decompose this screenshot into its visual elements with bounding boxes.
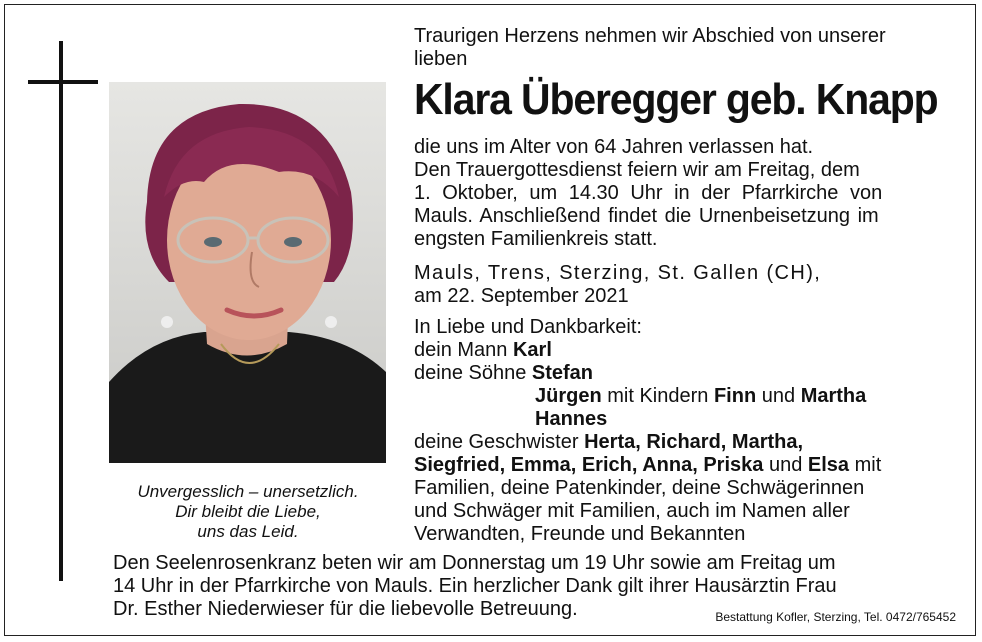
son-line bbox=[535, 408, 607, 431]
footer-line: Dr. Esther Niederwieser für die liebevolle Betreuung. bbox=[113, 598, 578, 620]
husband-prefix: dein Mann bbox=[414, 339, 508, 361]
places: Mauls, Trens, Sterzing, St. Gallen (CH), bbox=[414, 262, 822, 284]
undertaker-contact: Bestattung Kofler, Sterzing, Tel. 0472/765452 bbox=[715, 610, 956, 624]
service-line: 1. Oktober, um 14.30 Uhr in der Pfarrkirche von bbox=[414, 182, 883, 204]
cross-icon-bar bbox=[28, 80, 98, 84]
service-line: Den Trauergottesdienst feiern wir am Freitag, dem bbox=[414, 159, 860, 181]
grandchild-name: Finn bbox=[713, 385, 757, 407]
conjunction: und bbox=[761, 385, 796, 407]
intro-line: Traurigen Herzens nehmen wir Abschied von unserer bbox=[414, 25, 886, 47]
portrait-illustration bbox=[109, 82, 386, 463]
grandchild-name: Martha bbox=[800, 385, 867, 407]
caption-line: uns das Leid. bbox=[197, 522, 299, 541]
footer-line: 14 Uhr in der Pfarrkirche von Mauls. Ein herzlicher Dank gilt ihrer Hausärztin Frau bbox=[113, 575, 837, 597]
date: am 22. September 2021 bbox=[414, 285, 629, 307]
caption-line: Dir bleibt die Liebe, bbox=[175, 502, 321, 521]
conjunction: und bbox=[768, 454, 803, 476]
memorial-caption bbox=[108, 482, 388, 542]
footer-line: Den Seelenrosenkranz beten wir am Donnerstag um 19 Uhr sowie am Freitag um bbox=[113, 552, 836, 574]
son-name: Hannes bbox=[535, 408, 608, 430]
cross-icon bbox=[59, 41, 63, 581]
service-line: engsten Familienkreis statt. bbox=[414, 228, 658, 250]
sons-line bbox=[414, 362, 593, 385]
service-line: Mauls. Anschließend findet die Urnenbeisetzung im bbox=[414, 205, 879, 227]
others-line: Familien, deine Patenkinder, deine Schwägerinnen bbox=[414, 477, 865, 499]
intro-line: lieben bbox=[414, 48, 468, 70]
siblings-line bbox=[414, 431, 803, 454]
age-text: die uns im Alter von 64 Jahren verlassen hat. bbox=[414, 136, 814, 158]
portrait-photo bbox=[109, 82, 386, 463]
siblings-prefix: deine Geschwister bbox=[414, 431, 579, 453]
siblings-line bbox=[414, 454, 881, 477]
husband-line bbox=[414, 339, 552, 362]
deceased-name: Klara Überegger geb. Knapp bbox=[414, 75, 938, 124]
son-name: Jürgen bbox=[535, 385, 602, 407]
husband-name: Karl bbox=[512, 339, 552, 361]
others-line: Verwandten, Freunde und Bekannten bbox=[414, 523, 746, 545]
sons-prefix: deine Söhne bbox=[414, 362, 527, 384]
others-line: und Schwäger mit Familien, auch im Namen aller bbox=[414, 500, 850, 522]
caption-line: Unvergesslich – unersetzlich. bbox=[137, 482, 359, 501]
sibling-name: Elsa bbox=[807, 454, 850, 476]
mourners-heading: In Liebe und Dankbarkeit: bbox=[414, 316, 642, 338]
sibling-names: Siegfried, Emma, Erich, Anna, Priska bbox=[414, 454, 764, 476]
children-prefix: mit Kindern bbox=[607, 385, 709, 407]
sibling-names: Herta, Richard, Martha, bbox=[584, 431, 804, 453]
service-text bbox=[414, 159, 956, 182]
son-line bbox=[535, 385, 866, 408]
siblings-suffix: mit bbox=[854, 454, 882, 476]
son-name: Stefan bbox=[531, 362, 594, 384]
